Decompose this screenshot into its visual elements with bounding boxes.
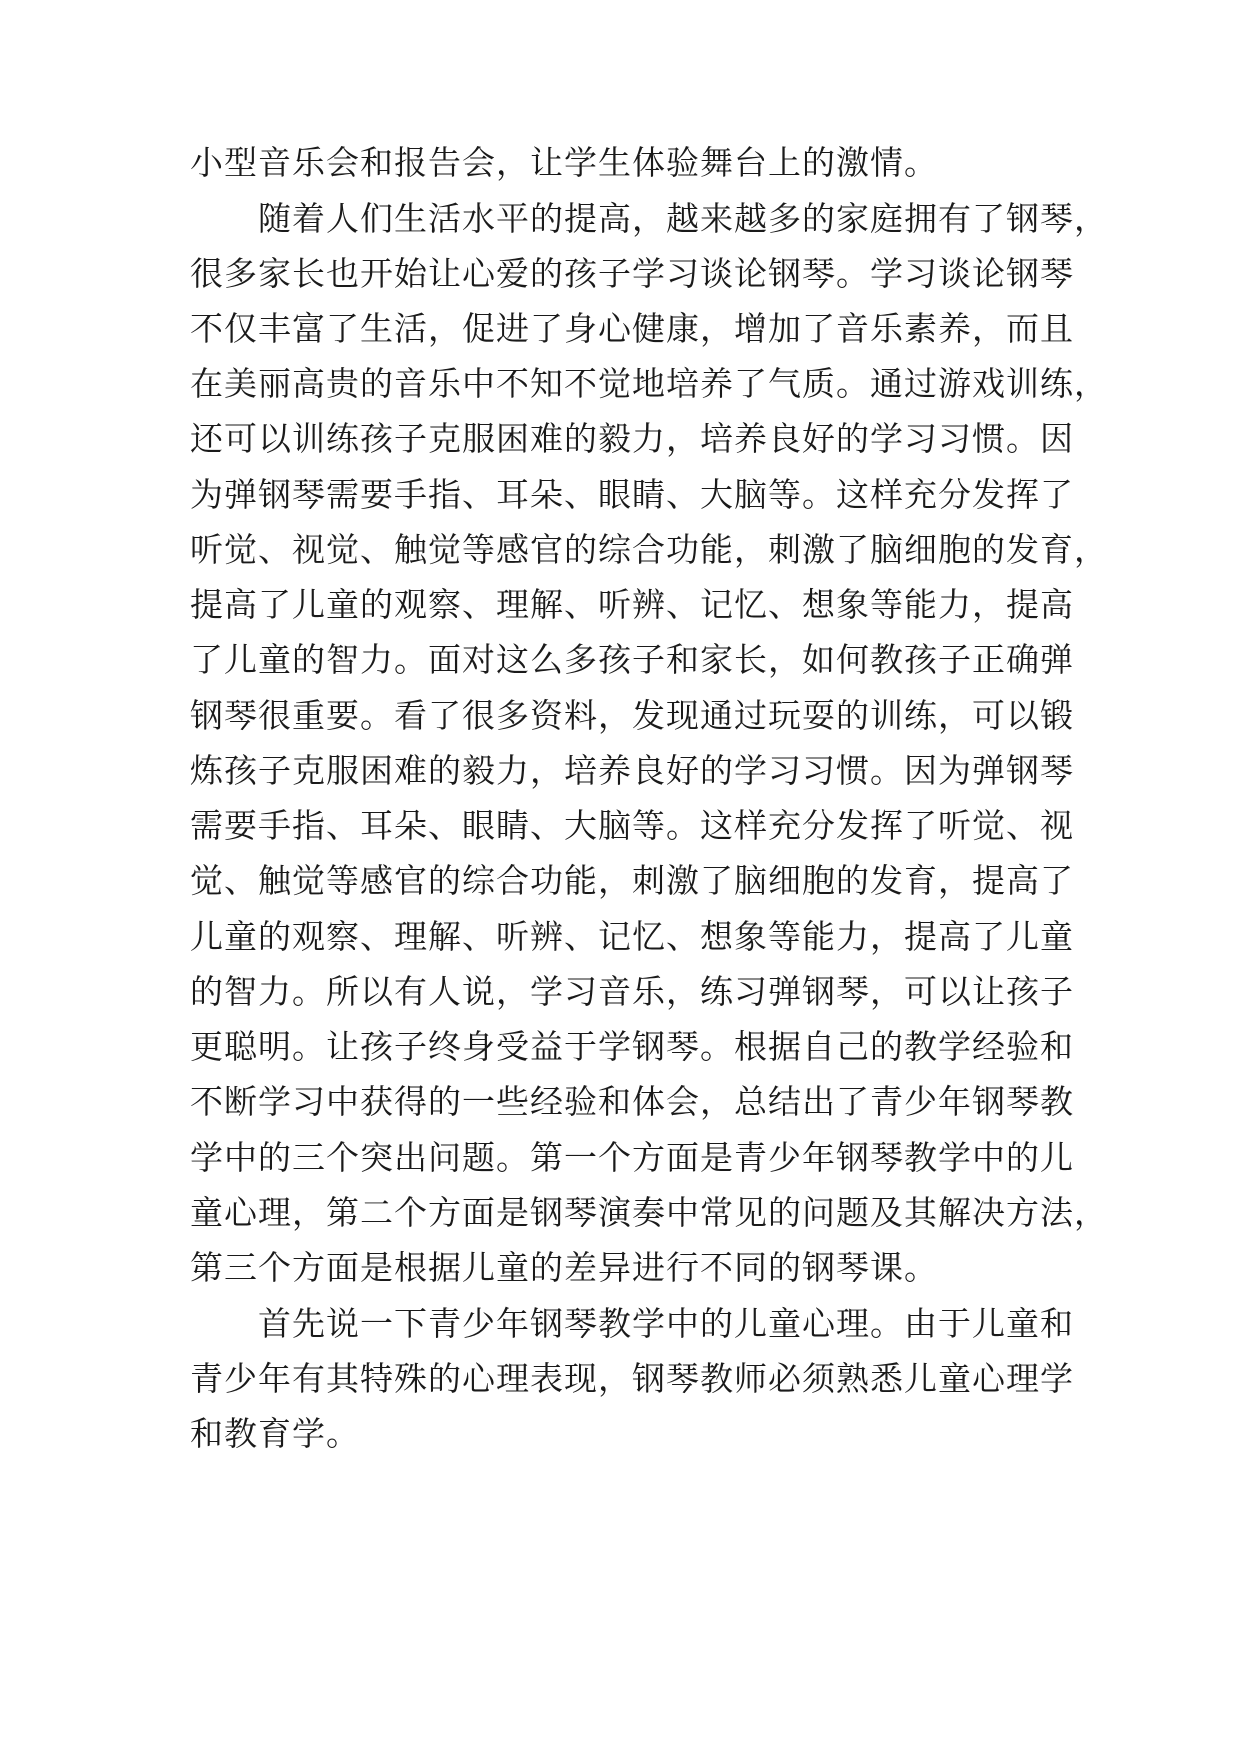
text-line: 学中的三个突出问题。第一个方面是青少年钢琴教学中的儿 <box>190 1138 1074 1177</box>
text-line: 不仅丰富了生活，促进了身心健康，增加了音乐素养，而且 <box>190 309 1074 348</box>
text-line: 为弹钢琴需要手指、耳朵、眼睛、大脑等。这样充分发挥了 <box>190 475 1074 514</box>
text-line: 了儿童的智力。面对这么多孩子和家长，如何教孩子正确弹 <box>190 640 1074 679</box>
text-line: 和教育学。 <box>190 1414 360 1453</box>
text-line: 的智力。所以有人说，学习音乐，练习弹钢琴，可以让孩子 <box>190 972 1074 1011</box>
text-line: 随着人们生活水平的提高，越来越多的家庭拥有了钢琴， <box>190 199 1108 238</box>
text-line: 不断学习中获得的一些经验和体会，总结出了青少年钢琴教 <box>190 1082 1074 1121</box>
text-line: 觉、触觉等感官的综合功能，刺激了脑细胞的发育，提高了 <box>190 861 1074 900</box>
text-line: 还可以训练孩子克服困难的毅力，培养良好的学习习惯。因 <box>190 419 1074 458</box>
text-line: 很多家长也开始让心爱的孩子学习谈论钢琴。学习谈论钢琴 <box>190 254 1074 293</box>
text-line: 需要手指、耳朵、眼睛、大脑等。这样充分发挥了听觉、视 <box>190 806 1074 845</box>
text-line: 首先说一下青少年钢琴教学中的儿童心理。由于儿童和 <box>190 1304 1074 1343</box>
text-line: 炼孩子克服困难的毅力，培养良好的学习习惯。因为弹钢琴 <box>190 751 1074 790</box>
text-line: 青少年有其特殊的心理表现，钢琴教师必须熟悉儿童心理学 <box>190 1359 1074 1398</box>
text-line: 听觉、视觉、触觉等感官的综合功能，刺激了脑细胞的发育， <box>190 530 1108 569</box>
text-line: 更聪明。让孩子终身受益于学钢琴。根据自己的教学经验和 <box>190 1027 1074 1066</box>
text-line: 钢琴很重要。看了很多资料，发现通过玩耍的训练，可以锻 <box>190 696 1074 735</box>
text-line: 提高了儿童的观察、理解、听辨、记忆、想象等能力，提高 <box>190 585 1074 624</box>
text-line: 在美丽高贵的音乐中不知不觉地培养了气质。通过游戏训练， <box>190 364 1108 403</box>
text-line: 儿童的观察、理解、听辨、记忆、想象等能力，提高了儿童 <box>190 917 1074 956</box>
text-line: 小型音乐会和报告会，让学生体验舞台上的激情。 <box>190 143 938 182</box>
text-line: 童心理，第二个方面是钢琴演奏中常见的问题及其解决方法， <box>190 1193 1108 1232</box>
text-line: 第三个方面是根据儿童的差异进行不同的钢琴课。 <box>190 1248 938 1287</box>
